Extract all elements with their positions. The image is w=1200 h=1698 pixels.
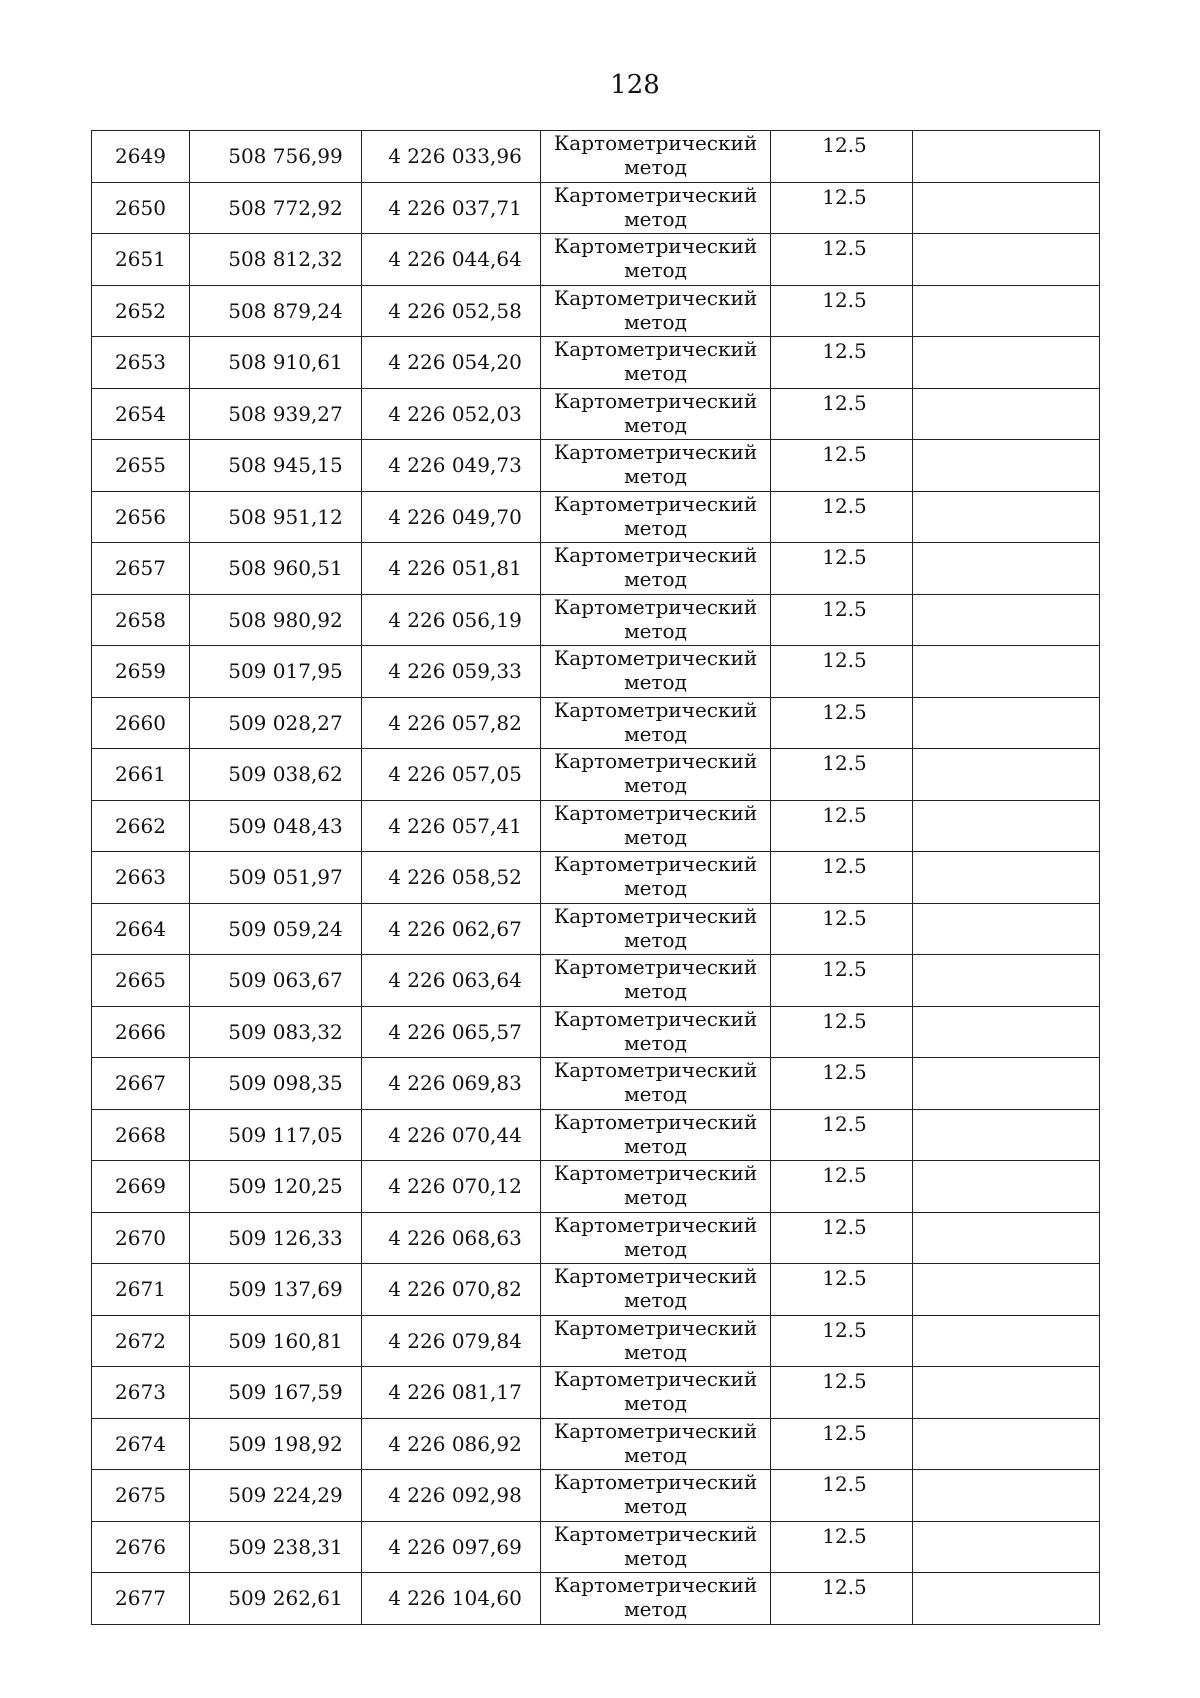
y-coordinate-cell: 4 226 086,92: [362, 1418, 541, 1470]
table-row: [92, 800, 1100, 852]
point-number-cell: 2662: [92, 800, 190, 852]
method-line-1: Картометрический: [553, 1573, 758, 1597]
method-line-2: метод: [624, 206, 687, 231]
x-coordinate-cell: 509 098,35: [190, 1058, 362, 1110]
x-coordinate-cell: 509 224,29: [190, 1470, 362, 1522]
method-cell: [541, 234, 771, 286]
accuracy-cell: 12.5: [771, 852, 913, 904]
coordinates-table: [91, 130, 1100, 1625]
method-line-2: метод: [624, 1494, 687, 1518]
point-number-cell: 2653: [92, 337, 190, 389]
method-line-2: метод: [624, 927, 687, 952]
method-line-1: Картометрический: [553, 1264, 758, 1288]
x-coordinate-cell: 508 960,51: [190, 543, 362, 595]
method-line-2: метод: [624, 773, 687, 797]
accuracy-cell: 12.5: [771, 594, 913, 646]
accuracy-cell: 12.5: [771, 182, 913, 234]
x-coordinate-cell: 509 083,32: [190, 1006, 362, 1058]
method-line-1: Картометрический: [553, 337, 758, 361]
method-line-2: метод: [624, 824, 687, 849]
accuracy-cell: 12.5: [771, 1006, 913, 1058]
table-row: [92, 1470, 1100, 1522]
point-number-cell: 2675: [92, 1470, 190, 1522]
table-row: [92, 594, 1100, 646]
table-row: [92, 1418, 1100, 1470]
point-number-cell: 2666: [92, 1006, 190, 1058]
method-cell: [541, 852, 771, 904]
x-coordinate-cell: 509 059,24: [190, 903, 362, 955]
table-row: [92, 749, 1100, 801]
method-cell: [541, 1109, 771, 1161]
accuracy-cell: 12.5: [771, 1521, 913, 1573]
method-cell: [541, 491, 771, 543]
method-line-2: метод: [624, 567, 687, 591]
point-number-cell: 2670: [92, 1212, 190, 1264]
method-line-1: Картометрический: [553, 1367, 758, 1391]
x-coordinate-cell: 509 238,31: [190, 1521, 362, 1573]
accuracy-cell: 12.5: [771, 1573, 913, 1625]
empty-cell: [913, 131, 1100, 183]
y-coordinate-cell: 4 226 056,19: [362, 594, 541, 646]
method-line-1: Картометрический: [553, 1470, 758, 1494]
method-line-1: Картометрический: [553, 1418, 758, 1443]
table-row: [92, 1161, 1100, 1213]
method-cell: [541, 337, 771, 389]
y-coordinate-cell: 4 226 051,81: [362, 543, 541, 595]
method-cell: [541, 388, 771, 440]
accuracy-cell: 12.5: [771, 1367, 913, 1419]
empty-cell: [913, 903, 1100, 955]
point-number-cell: 2664: [92, 903, 190, 955]
table-row: [92, 1212, 1100, 1264]
point-number-cell: 2659: [92, 646, 190, 698]
x-coordinate-cell: 508 910,61: [190, 337, 362, 389]
method-line-1: Картометрический: [553, 800, 758, 825]
method-cell: [541, 1573, 771, 1625]
point-number-cell: 2661: [92, 749, 190, 801]
y-coordinate-cell: 4 226 079,84: [362, 1315, 541, 1367]
method-line-2: метод: [624, 1082, 687, 1106]
accuracy-cell: 12.5: [771, 800, 913, 852]
x-coordinate-cell: 508 756,99: [190, 131, 362, 183]
method-cell: [541, 131, 771, 183]
empty-cell: [913, 182, 1100, 234]
y-coordinate-cell: 4 226 063,64: [362, 955, 541, 1007]
accuracy-cell: 12.5: [771, 1161, 913, 1213]
x-coordinate-cell: 509 262,61: [190, 1573, 362, 1625]
table-row: [92, 234, 1100, 286]
empty-cell: [913, 800, 1100, 852]
method-line-2: метод: [624, 1597, 687, 1621]
table-row: [92, 491, 1100, 543]
method-line-2: метод: [624, 876, 687, 900]
method-cell: [541, 1058, 771, 1110]
method-line-1: Картометрический: [553, 285, 758, 310]
x-coordinate-cell: 509 198,92: [190, 1418, 362, 1470]
method-line-1: Картометрический: [553, 903, 758, 928]
table-row: [92, 388, 1100, 440]
empty-cell: [913, 234, 1100, 286]
y-coordinate-cell: 4 226 070,44: [362, 1109, 541, 1161]
point-number-cell: 2649: [92, 131, 190, 183]
y-coordinate-cell: 4 226 069,83: [362, 1058, 541, 1110]
method-cell: [541, 903, 771, 955]
empty-cell: [913, 955, 1100, 1007]
method-line-2: метод: [624, 155, 687, 179]
y-coordinate-cell: 4 226 104,60: [362, 1573, 541, 1625]
method-cell: [541, 697, 771, 749]
x-coordinate-cell: 508 945,15: [190, 440, 362, 492]
accuracy-cell: 12.5: [771, 285, 913, 337]
empty-cell: [913, 1109, 1100, 1161]
empty-cell: [913, 491, 1100, 543]
empty-cell: [913, 1161, 1100, 1213]
x-coordinate-cell: 508 879,24: [190, 285, 362, 337]
point-number-cell: 2655: [92, 440, 190, 492]
x-coordinate-cell: 509 028,27: [190, 697, 362, 749]
accuracy-cell: 12.5: [771, 955, 913, 1007]
y-coordinate-cell: 4 226 049,70: [362, 491, 541, 543]
point-number-cell: 2669: [92, 1161, 190, 1213]
table-row: [92, 285, 1100, 337]
method-line-2: метод: [624, 1391, 687, 1415]
table-row: [92, 1264, 1100, 1316]
point-number-cell: 2658: [92, 594, 190, 646]
y-coordinate-cell: 4 226 097,69: [362, 1521, 541, 1573]
point-number-cell: 2663: [92, 852, 190, 904]
empty-cell: [913, 1212, 1100, 1264]
method-line-2: метод: [624, 979, 687, 1003]
coordinates-table-body: [92, 131, 1100, 1625]
method-line-2: метод: [624, 721, 687, 746]
accuracy-cell: 12.5: [771, 440, 913, 492]
point-number-cell: 2676: [92, 1521, 190, 1573]
method-cell: [541, 1315, 771, 1367]
method-line-1: Картометрический: [553, 749, 758, 773]
accuracy-cell: 12.5: [771, 1212, 913, 1264]
table-row: [92, 440, 1100, 492]
method-line-2: метод: [624, 618, 687, 643]
point-number-cell: 2654: [92, 388, 190, 440]
point-number-cell: 2674: [92, 1418, 190, 1470]
method-line-2: метод: [624, 309, 687, 334]
table-row: [92, 131, 1100, 183]
method-line-2: метод: [624, 464, 687, 488]
x-coordinate-cell: 508 939,27: [190, 388, 362, 440]
point-number-cell: 2673: [92, 1367, 190, 1419]
accuracy-cell: 12.5: [771, 388, 913, 440]
empty-cell: [913, 440, 1100, 492]
y-coordinate-cell: 4 226 057,41: [362, 800, 541, 852]
y-coordinate-cell: 4 226 058,52: [362, 852, 541, 904]
method-line-2: метод: [624, 670, 687, 694]
method-line-1: Картометрический: [553, 594, 758, 619]
method-line-1: Картометрический: [553, 697, 758, 722]
method-line-2: метод: [624, 1133, 687, 1158]
accuracy-cell: 12.5: [771, 131, 913, 183]
y-coordinate-cell: 4 226 044,64: [362, 234, 541, 286]
table-row: [92, 646, 1100, 698]
x-coordinate-cell: 508 812,32: [190, 234, 362, 286]
point-number-cell: 2651: [92, 234, 190, 286]
empty-cell: [913, 1264, 1100, 1316]
empty-cell: [913, 1058, 1100, 1110]
method-line-1: Картометрический: [553, 491, 758, 516]
table-row: [92, 1521, 1100, 1573]
accuracy-cell: 12.5: [771, 543, 913, 595]
accuracy-cell: 12.5: [771, 749, 913, 801]
method-line-2: метод: [624, 412, 687, 437]
accuracy-cell: 12.5: [771, 337, 913, 389]
table-row: [92, 1058, 1100, 1110]
y-coordinate-cell: 4 226 092,98: [362, 1470, 541, 1522]
method-line-2: метод: [624, 1545, 687, 1570]
method-cell: [541, 1161, 771, 1213]
empty-cell: [913, 543, 1100, 595]
method-line-1: Картометрический: [553, 440, 758, 464]
method-line-2: метод: [624, 1030, 687, 1055]
y-coordinate-cell: 4 226 033,96: [362, 131, 541, 183]
method-cell: [541, 1264, 771, 1316]
x-coordinate-cell: 509 038,62: [190, 749, 362, 801]
y-coordinate-cell: 4 226 037,71: [362, 182, 541, 234]
empty-cell: [913, 852, 1100, 904]
accuracy-cell: 12.5: [771, 491, 913, 543]
accuracy-cell: 12.5: [771, 1315, 913, 1367]
method-line-1: Картометрический: [553, 1058, 758, 1082]
method-cell: [541, 1212, 771, 1264]
y-coordinate-cell: 4 226 057,82: [362, 697, 541, 749]
method-line-1: Картометрический: [553, 646, 758, 670]
method-line-1: Картометрический: [553, 1006, 758, 1031]
method-line-1: Картометрический: [553, 1109, 758, 1134]
empty-cell: [913, 749, 1100, 801]
x-coordinate-cell: 509 017,95: [190, 646, 362, 698]
table-row: [92, 1367, 1100, 1419]
method-line-1: Картометрический: [553, 388, 758, 413]
method-cell: [541, 182, 771, 234]
point-number-cell: 2668: [92, 1109, 190, 1161]
empty-cell: [913, 1573, 1100, 1625]
empty-cell: [913, 1367, 1100, 1419]
y-coordinate-cell: 4 226 057,05: [362, 749, 541, 801]
empty-cell: [913, 285, 1100, 337]
empty-cell: [913, 1470, 1100, 1522]
table-row: [92, 697, 1100, 749]
point-number-cell: 2660: [92, 697, 190, 749]
x-coordinate-cell: 509 051,97: [190, 852, 362, 904]
method-cell: [541, 1521, 771, 1573]
page-number: 128: [610, 70, 660, 100]
method-cell: [541, 749, 771, 801]
point-number-cell: 2650: [92, 182, 190, 234]
accuracy-cell: 12.5: [771, 1109, 913, 1161]
y-coordinate-cell: 4 226 054,20: [362, 337, 541, 389]
x-coordinate-cell: 508 980,92: [190, 594, 362, 646]
point-number-cell: 2665: [92, 955, 190, 1007]
table-row: [92, 1573, 1100, 1625]
point-number-cell: 2672: [92, 1315, 190, 1367]
accuracy-cell: 12.5: [771, 234, 913, 286]
empty-cell: [913, 1315, 1100, 1367]
method-cell: [541, 1006, 771, 1058]
x-coordinate-cell: 509 063,67: [190, 955, 362, 1007]
table-row: [92, 543, 1100, 595]
method-cell: [541, 1470, 771, 1522]
x-coordinate-cell: 509 117,05: [190, 1109, 362, 1161]
x-coordinate-cell: 509 048,43: [190, 800, 362, 852]
method-line-2: метод: [624, 258, 687, 282]
method-line-1: Картометрический: [553, 543, 758, 567]
method-line-1: Картометрический: [553, 131, 758, 155]
method-line-2: метод: [624, 515, 687, 540]
x-coordinate-cell: 509 126,33: [190, 1212, 362, 1264]
x-coordinate-cell: 509 167,59: [190, 1367, 362, 1419]
y-coordinate-cell: 4 226 059,33: [362, 646, 541, 698]
empty-cell: [913, 388, 1100, 440]
method-cell: [541, 285, 771, 337]
table-row: [92, 1315, 1100, 1367]
x-coordinate-cell: 508 951,12: [190, 491, 362, 543]
y-coordinate-cell: 4 226 070,82: [362, 1264, 541, 1316]
accuracy-cell: 12.5: [771, 646, 913, 698]
point-number-cell: 2652: [92, 285, 190, 337]
y-coordinate-cell: 4 226 065,57: [362, 1006, 541, 1058]
method-cell: [541, 646, 771, 698]
method-line-1: Картометрический: [553, 1212, 758, 1237]
y-coordinate-cell: 4 226 062,67: [362, 903, 541, 955]
empty-cell: [913, 1418, 1100, 1470]
y-coordinate-cell: 4 226 081,17: [362, 1367, 541, 1419]
x-coordinate-cell: 508 772,92: [190, 182, 362, 234]
empty-cell: [913, 1521, 1100, 1573]
table-row: [92, 852, 1100, 904]
table-row: [92, 903, 1100, 955]
x-coordinate-cell: 509 137,69: [190, 1264, 362, 1316]
point-number-cell: 2656: [92, 491, 190, 543]
method-cell: [541, 594, 771, 646]
point-number-cell: 2667: [92, 1058, 190, 1110]
method-cell: [541, 543, 771, 595]
point-number-cell: 2657: [92, 543, 190, 595]
method-cell: [541, 440, 771, 492]
table-row: [92, 1109, 1100, 1161]
y-coordinate-cell: 4 226 068,63: [362, 1212, 541, 1264]
method-line-1: Картометрический: [553, 182, 758, 207]
x-coordinate-cell: 509 160,81: [190, 1315, 362, 1367]
table-row: [92, 182, 1100, 234]
method-line-1: Картометрический: [553, 234, 758, 258]
table-row: [92, 1006, 1100, 1058]
method-line-2: метод: [624, 361, 687, 385]
table-row: [92, 337, 1100, 389]
method-line-2: метод: [624, 1236, 687, 1261]
method-cell: [541, 955, 771, 1007]
y-coordinate-cell: 4 226 070,12: [362, 1161, 541, 1213]
point-number-cell: 2671: [92, 1264, 190, 1316]
accuracy-cell: 12.5: [771, 903, 913, 955]
method-cell: [541, 1367, 771, 1419]
accuracy-cell: 12.5: [771, 1470, 913, 1522]
method-line-2: метод: [624, 1442, 687, 1467]
method-cell: [541, 800, 771, 852]
accuracy-cell: 12.5: [771, 1058, 913, 1110]
method-line-1: Картометрический: [553, 1521, 758, 1546]
method-line-1: Картометрический: [553, 852, 758, 876]
empty-cell: [913, 646, 1100, 698]
x-coordinate-cell: 509 120,25: [190, 1161, 362, 1213]
accuracy-cell: 12.5: [771, 1264, 913, 1316]
method-line-2: метод: [624, 1288, 687, 1312]
method-line-1: Картометрический: [553, 955, 758, 979]
method-line-1: Картометрический: [553, 1161, 758, 1185]
method-line-2: метод: [624, 1339, 687, 1364]
table-row: [92, 955, 1100, 1007]
point-number-cell: 2677: [92, 1573, 190, 1625]
method-cell: [541, 1418, 771, 1470]
accuracy-cell: 12.5: [771, 697, 913, 749]
method-line-1: Картометрический: [553, 1315, 758, 1340]
y-coordinate-cell: 4 226 049,73: [362, 440, 541, 492]
empty-cell: [913, 337, 1100, 389]
empty-cell: [913, 697, 1100, 749]
method-line-2: метод: [624, 1185, 687, 1209]
y-coordinate-cell: 4 226 052,03: [362, 388, 541, 440]
accuracy-cell: 12.5: [771, 1418, 913, 1470]
y-coordinate-cell: 4 226 052,58: [362, 285, 541, 337]
empty-cell: [913, 1006, 1100, 1058]
empty-cell: [913, 594, 1100, 646]
